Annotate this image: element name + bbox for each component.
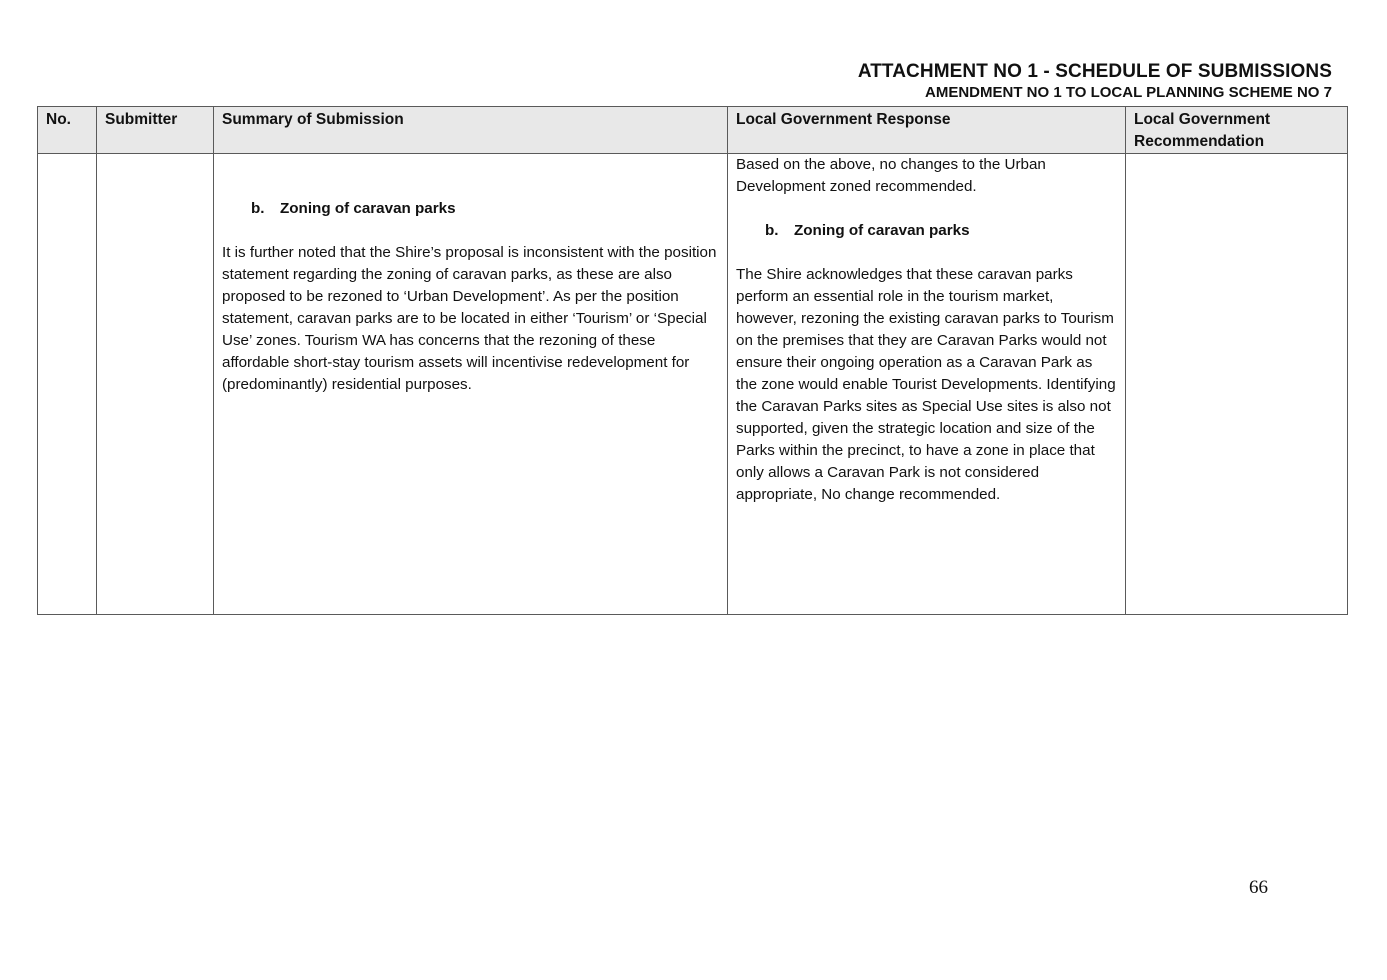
document-subtitle: AMENDMENT NO 1 TO LOCAL PLANNING SCHEME NO 7 [925, 84, 1332, 101]
spacer [222, 220, 719, 242]
summary-subheading-letter: b. [251, 200, 265, 217]
cell-response [728, 154, 1126, 615]
cell-submitter [97, 154, 214, 615]
column-header-submitter: Submitter [97, 107, 214, 154]
cell-no [38, 154, 97, 615]
summary-subheading [222, 198, 719, 220]
document-header [858, 60, 1332, 102]
cell-summary [214, 154, 728, 615]
column-header-summary: Summary of Submission [214, 107, 728, 154]
response-subheading-text: Zoning of caravan parks [794, 222, 970, 239]
column-header-no: No. [38, 107, 97, 154]
document-title: ATTACHMENT NO 1 - SCHEDULE OF SUBMISSIONS [857, 61, 1332, 82]
response-intro: Based on the above, no changes to the Urban Development zoned recommended. [736, 156, 1046, 195]
cell-recommendation [1126, 154, 1348, 615]
summary-body: It is further noted that the Shire’s proposal is inconsistent with the position statement regarding the zoning of caravan parks, as these are also proposed to be rezoned to ‘Urban Development’. As per the position statement, caravan parks are to be located in either ‘Tourism’ or ‘Special Use’ zones. Tourism WA has concerns that the rezoning of these affordable short-stay tourism assets will incentivise redevelopment for (predominantly) residential purposes. [222, 244, 717, 393]
table-row [38, 154, 1348, 615]
table-header-row [38, 107, 1348, 154]
column-header-response: Local Government Response [728, 107, 1126, 154]
response-body: The Shire acknowledges that these caravan parks perform an essential role in the tourism market, however, rezoning the existing caravan parks to Tourism on the premises that they are Caravan Parks would not ensure their ongoing operation as a Caravan Park as the zone would enable Tourist Developments. Identifying the Caravan Parks sites as Special Use sites is also not supported, given the strategic location and size of the Parks within the precinct, to have a zone in place that only allows a Caravan Park is not considered appropriate, No change recommended. [736, 266, 1116, 503]
summary-subheading-text: Zoning of caravan parks [280, 200, 456, 217]
spacer [736, 242, 1117, 264]
spacer [736, 198, 1117, 220]
column-header-recommendation: Local Government Recommendation [1126, 107, 1348, 154]
response-subheading-letter: b. [765, 222, 779, 239]
submissions-table [37, 106, 1348, 615]
page-number: 66 [1249, 877, 1268, 898]
response-subheading [736, 220, 1117, 242]
